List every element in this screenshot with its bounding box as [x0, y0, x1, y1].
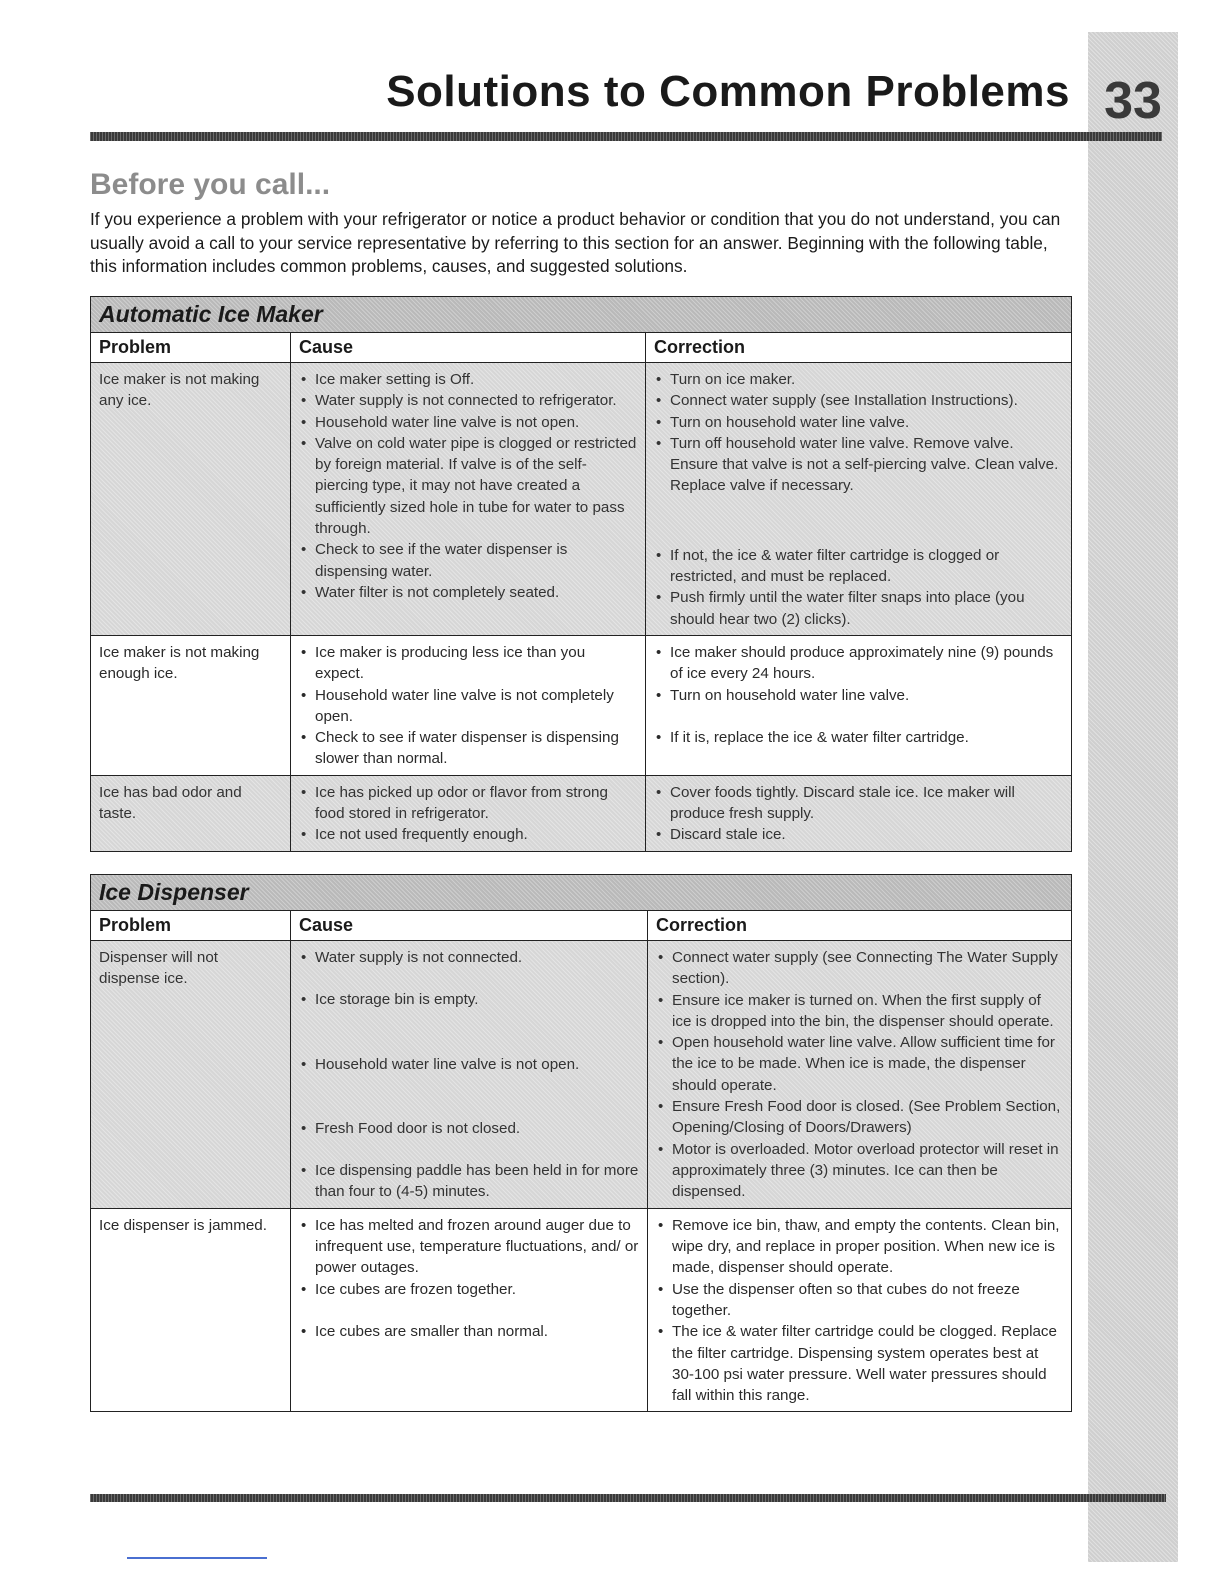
cause-item: • Valve on cold water pipe is clogged or restricted by foreign material. If valve is of the self-piercing type, it may not have created a sufficiently sized hole in tube for water to pass through.: [299, 433, 637, 539]
cause-item: • Ice dispensing paddle has been held in for more than four to (4-5) minutes.: [299, 1160, 639, 1203]
bottom-divider: [90, 1494, 1166, 1502]
correction-item: • Turn on household water line valve.: [654, 685, 1063, 706]
table-row: [91, 363, 1072, 636]
problem-cell: Ice maker is not making enough ice.: [91, 635, 291, 775]
cause-item: • Ice maker is producing less ice than you expect.: [299, 642, 637, 685]
correction-item: • Motor is overloaded. Motor overload protector will reset in approximately three (3) minutes. Ice can then be dispensed.: [656, 1139, 1063, 1203]
correction-cell: [646, 363, 1072, 636]
correction-item: • Cover foods tightly. Discard stale ice. Ice maker will produce fresh supply.: [654, 782, 1063, 825]
page-number: 33: [1104, 72, 1162, 130]
cause-item: • Ice cubes are frozen together.: [299, 1279, 639, 1300]
correction-item: • Turn off household water line valve. Remove valve. Ensure that valve is not a self-piercing valve. Clean valve. Replace valve if necessary.: [654, 433, 1063, 497]
correction-item: • Ice maker should produce approximately nine (9) pounds of ice every 24 hours.: [654, 642, 1063, 685]
correction-cell: [648, 1208, 1072, 1412]
cause-item: • Ice has picked up odor or flavor from strong food stored in refrigerator.: [299, 782, 637, 825]
cause-cell: [291, 635, 646, 775]
table-row: [91, 1208, 1072, 1412]
correction-item: • If not, the ice & water filter cartridge is clogged or restricted, and must be replaced.: [654, 545, 1063, 588]
column-header-problem: Problem: [91, 911, 291, 941]
cause-item: • Ice storage bin is empty.: [299, 989, 639, 1010]
correction-item: • Turn on household water line valve.: [654, 412, 1063, 433]
correction-item: • Push firmly until the water filter snaps into place (you should hear two (2) clicks).: [654, 587, 1063, 630]
correction-item: • Connect water supply (see Installation Instructions).: [654, 390, 1063, 411]
problem-cell: Dispenser will not dispense ice.: [91, 941, 291, 1209]
cause-item: • Ice cubes are smaller than normal.: [299, 1321, 639, 1342]
cause-item: • Check to see if water dispenser is dispensing slower than normal.: [299, 727, 637, 770]
column-header-correction: Correction: [648, 911, 1072, 941]
cause-item: • Ice has melted and frozen around auger due to infrequent use, temperature fluctuations, and/ or power outages.: [299, 1215, 639, 1279]
table-row: [91, 775, 1072, 851]
cause-item: • Water filter is not completely seated.: [299, 582, 637, 603]
correction-item: • Turn on ice maker.: [654, 369, 1063, 390]
table-row: [91, 635, 1072, 775]
ice-dispenser-table: [90, 874, 1072, 1412]
column-header-correction: Correction: [646, 333, 1072, 363]
cause-item: • Water supply is not connected to refrigerator.: [299, 390, 637, 411]
cause-item: • Water supply is not connected.: [299, 947, 639, 968]
column-header-cause: Cause: [291, 333, 646, 363]
correction-item: • Remove ice bin, thaw, and empty the contents. Clean bin, wipe dry, and replace in proper position. When new ice is made, dispenser should operate.: [656, 1215, 1063, 1279]
cause-cell: [291, 363, 646, 636]
problem-cell: Ice maker is not making any ice.: [91, 363, 291, 636]
cause-cell: [291, 941, 648, 1209]
cause-cell: [291, 775, 646, 851]
correction-cell: [646, 635, 1072, 775]
problem-cell: Ice has bad odor and taste.: [91, 775, 291, 851]
correction-item: • Use the dispenser often so that cubes do not freeze together.: [656, 1279, 1063, 1322]
cause-item: • Ice not used frequently enough.: [299, 824, 637, 845]
cause-item: • Household water line valve is not completely open.: [299, 685, 637, 728]
footer-underline: [127, 1557, 267, 1559]
cause-item: • Household water line valve is not open.: [299, 412, 637, 433]
correction-item: • Ensure Fresh Food door is closed. (See Problem Section, Opening/Closing of Doors/Drawers): [656, 1096, 1063, 1139]
correction-item: • Ensure ice maker is turned on. When the first supply of ice is dropped into the bin, the dispenser should operate.: [656, 990, 1063, 1033]
cause-item: • Ice maker setting is Off.: [299, 369, 637, 390]
cause-item: • Fresh Food door is not closed.: [299, 1118, 639, 1139]
column-header-cause: Cause: [291, 911, 648, 941]
section-heading: Before you call...: [90, 168, 331, 201]
correction-item: • Open household water line valve. Allow sufficient time for the ice to be made. When ice is made, the dispenser should operate.: [656, 1032, 1063, 1096]
side-tab-strip: [1088, 32, 1178, 1562]
column-header-problem: Problem: [91, 333, 291, 363]
table-title: Automatic Ice Maker: [91, 297, 1072, 333]
correction-item: • The ice & water filter cartridge could be clogged. Replace the filter cartridge. Dispensing system operates best at 30-100 psi water pressure. Well water pressures should fall within this range.: [656, 1321, 1063, 1406]
correction-item: • If it is, replace the ice & water filter cartridge.: [654, 727, 1063, 748]
correction-item: • Discard stale ice.: [654, 824, 1063, 845]
ice-maker-table: [90, 296, 1072, 852]
cause-item: • Household water line valve is not open.: [299, 1054, 639, 1075]
table-row: [91, 941, 1072, 1209]
page-title: Solutions to Common Problems: [386, 67, 1070, 116]
problem-cell: Ice dispenser is jammed.: [91, 1208, 291, 1412]
cause-cell: [291, 1208, 648, 1412]
intro-paragraph: If you experience a problem with your refrigerator or notice a product behavior or condition that you do not understand, you can usually avoid a call to your service representative by referring to this section for an answer. Beginning with the following table, this information includes common problems, causes, and suggested solutions.: [90, 209, 1061, 276]
table-title: Ice Dispenser: [91, 875, 1072, 911]
title-divider: [90, 132, 1162, 141]
correction-item: • Connect water supply (see Connecting The Water Supply section).: [656, 947, 1063, 990]
correction-cell: [648, 941, 1072, 1209]
correction-cell: [646, 775, 1072, 851]
cause-item: • Check to see if the water dispenser is dispensing water.: [299, 539, 637, 582]
